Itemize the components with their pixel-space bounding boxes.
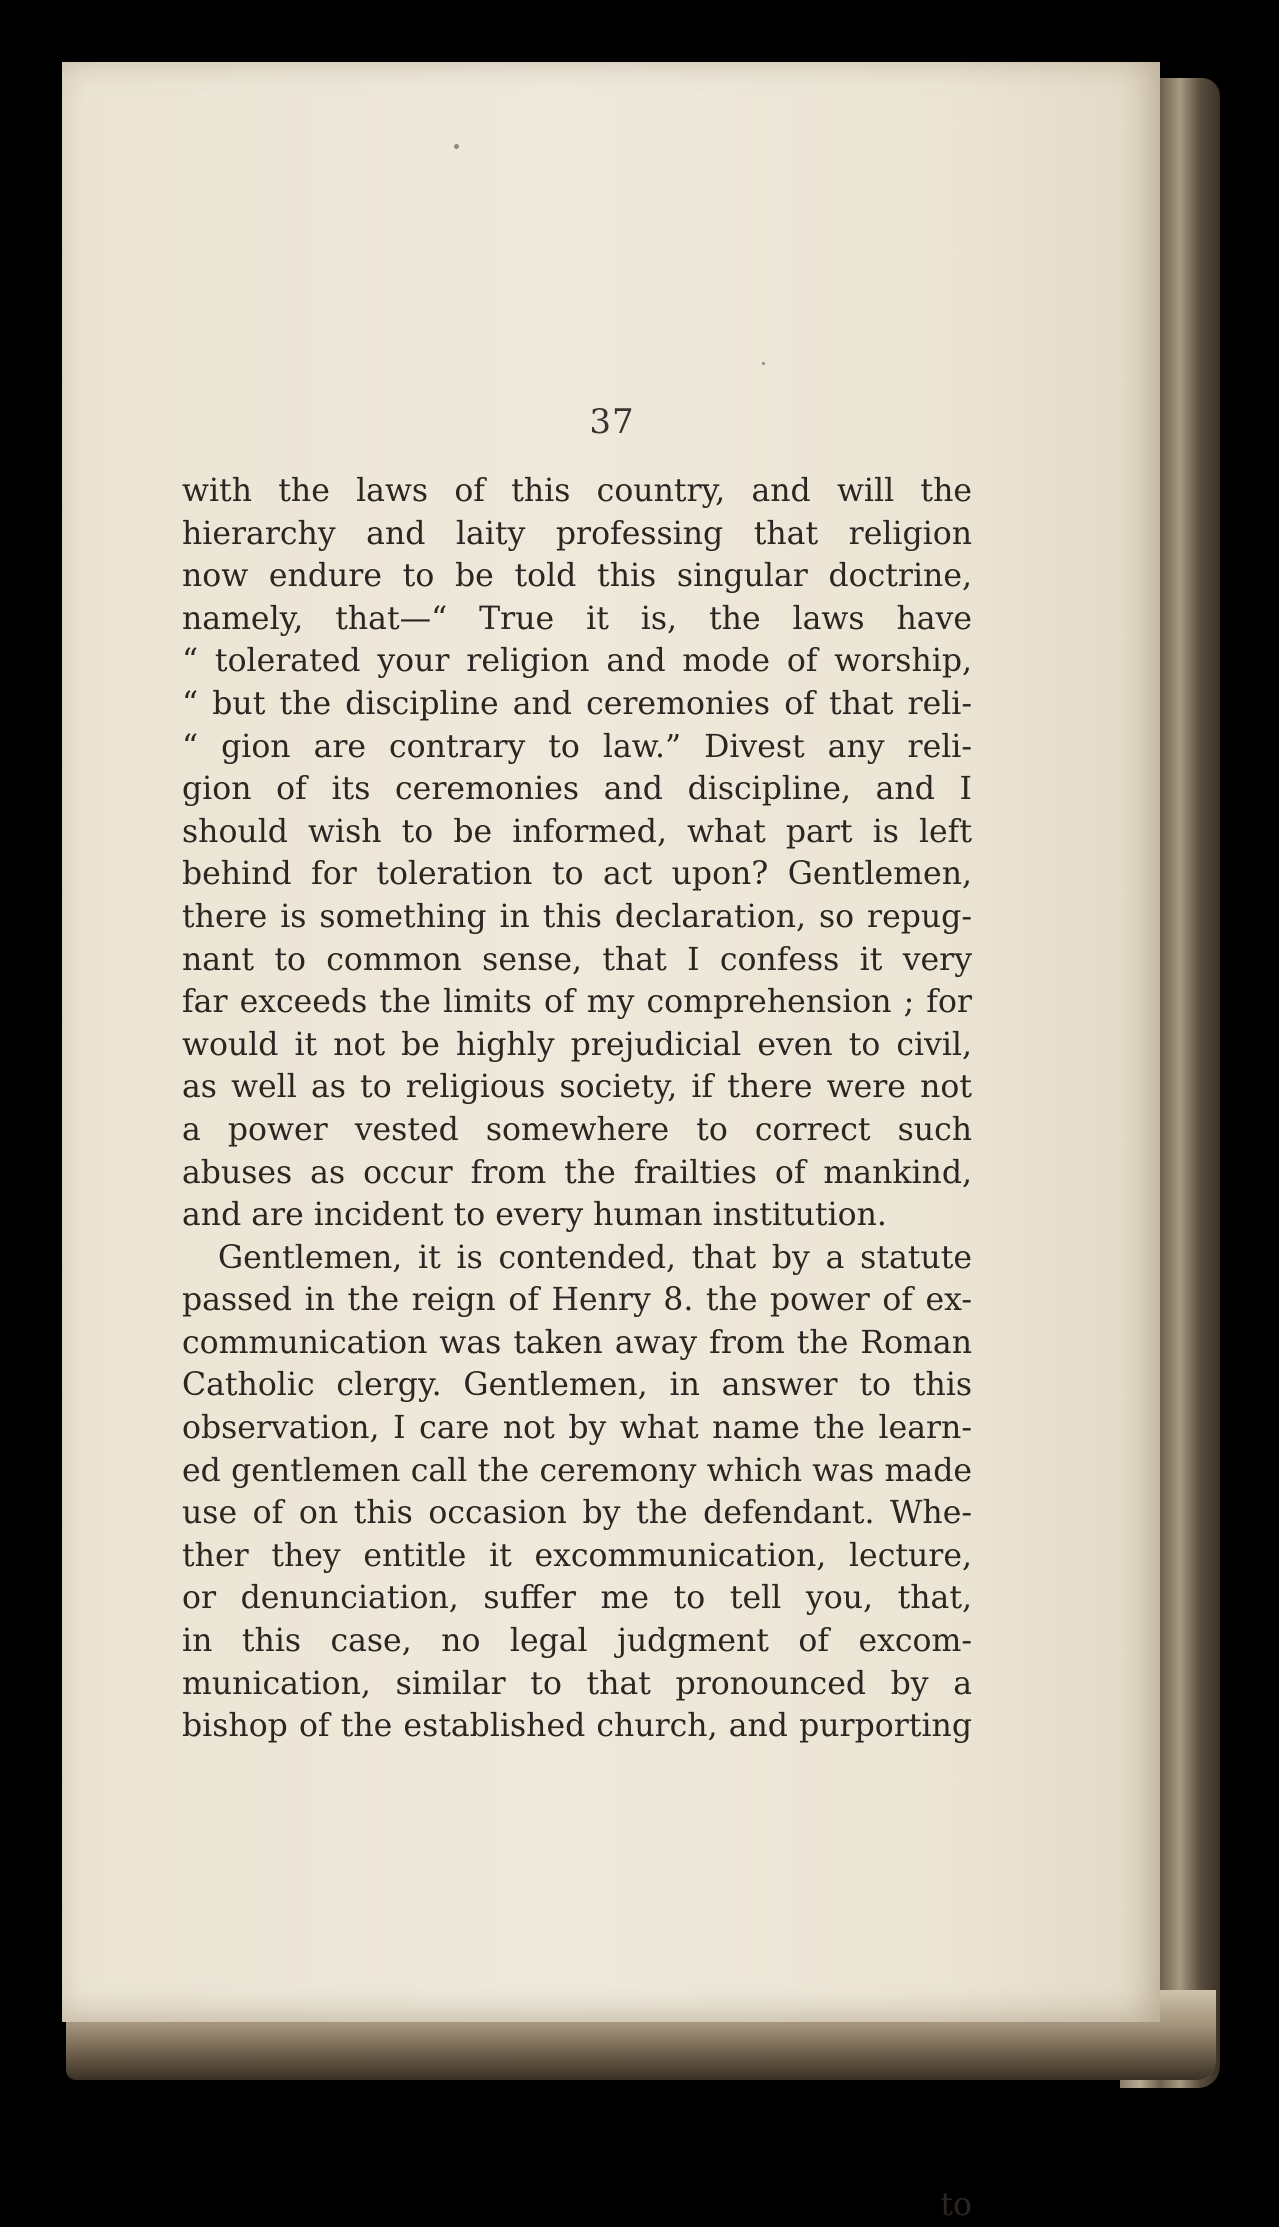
text-line: “ but the discipline and ceremonies of that reli- <box>182 685 972 722</box>
book-page <box>62 62 1160 2223</box>
text-line: “ tolerated your religion and mode of worship, <box>182 643 972 680</box>
paper-speck <box>454 144 459 149</box>
text-line: ed gentlemen call the ceremony which was made <box>182 1452 972 1489</box>
text-line: munication, similar to that pronounced by a <box>182 1665 972 1702</box>
text-line: passed in the reign of Henry 8. the power of ex- <box>182 1282 972 1319</box>
text-line: there is something in this declaration, so repug- <box>182 898 972 935</box>
paper-speck <box>762 362 765 365</box>
text-line: Catholic clergy. Gentlemen, in answer to this <box>182 1367 972 1404</box>
text-line: namely, that—“ True it is, the laws have <box>182 600 972 637</box>
text-line: gion of its ceremonies and discipline, and I <box>182 771 972 808</box>
body-text <box>182 470 972 2223</box>
text-line: behind for toleration to act upon? Gentlemen, <box>182 856 972 893</box>
text-line: nant to common sense, that I confess it very <box>182 941 972 978</box>
text-line: and are incident to every human institution. <box>182 1197 887 1234</box>
text-line: in this case, no legal judgment of excom- <box>182 1623 972 1660</box>
text-line: far exceeds the limits of my comprehension ; for <box>182 984 972 1021</box>
text-line: a power vested somewhere to correct such <box>182 1111 972 1148</box>
page-number: 37 <box>589 402 635 442</box>
text-line: hierarchy and laity professing that religion <box>182 515 972 552</box>
text-line: ther they entitle it excommunication, lecture, <box>182 1537 972 1574</box>
text-line: Gentlemen, it is contended, that by a statute <box>218 1239 972 1276</box>
catchword: to <box>940 2187 972 2223</box>
text-line: now endure to be told this singular doctrine, <box>182 558 972 595</box>
text-line: should wish to be informed, what part is left <box>182 813 972 850</box>
text-line: bishop of the established church, and purporting <box>182 1708 972 1745</box>
text-line: or denunciation, suffer me to tell you, that, <box>182 1580 972 1617</box>
text-line: communication was taken away from the Roman <box>182 1324 972 1361</box>
text-line: “ gion are contrary to law.” Divest any reli- <box>182 728 972 765</box>
text-line: would it not be highly prejudicial even to civil, <box>182 1026 972 1063</box>
text-line: observation, I care not by what name the learn- <box>182 1410 972 1447</box>
text-line: abuses as occur from the frailties of mankind, <box>182 1154 972 1191</box>
text-line: use of on this occasion by the defendant. Whe- <box>182 1495 972 1532</box>
text-line: with the laws of this country, and will the <box>182 473 972 509</box>
text-line: as well as to religious society, if there were not <box>182 1069 972 1106</box>
